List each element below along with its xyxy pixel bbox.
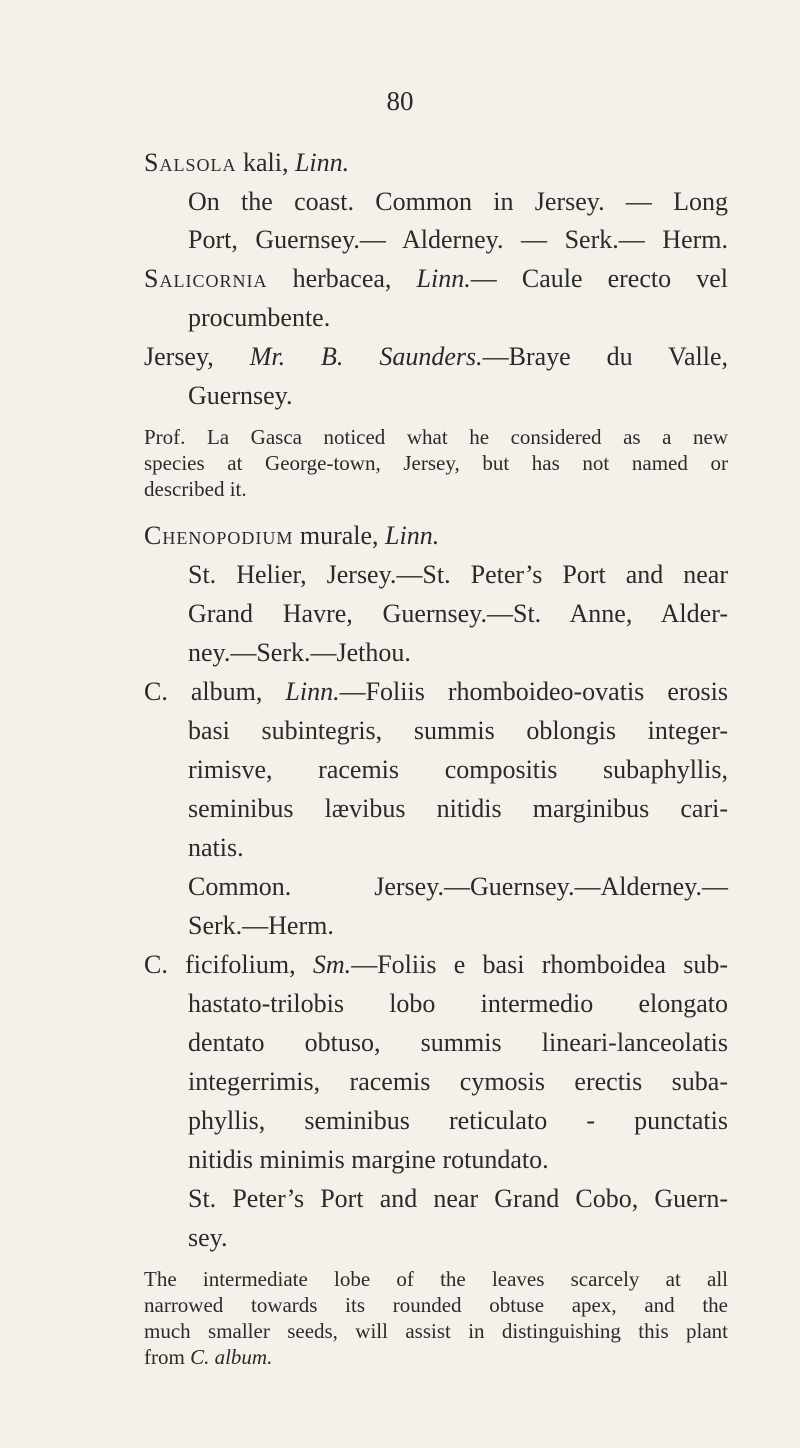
text-segment: Jersey, xyxy=(144,342,250,371)
text-segment: basi subintegris, summis oblongis integer- xyxy=(188,716,728,745)
text-segment: procumbente. xyxy=(188,303,331,332)
text-segment: rimisve, racemis compositis subaphyllis, xyxy=(188,755,728,784)
genus-name: Chenopodium xyxy=(144,521,294,550)
text-line xyxy=(144,450,728,476)
text-line xyxy=(188,1182,728,1216)
italic-text: Linn. xyxy=(416,264,471,293)
text-line xyxy=(188,1065,728,1099)
text-segment: Serk.—Herm. xyxy=(188,911,334,940)
text-line xyxy=(144,476,247,502)
text-line xyxy=(188,753,728,787)
italic-text: Linn. xyxy=(385,521,440,550)
text-line xyxy=(144,340,728,374)
text-segment: C. ficifolium, xyxy=(144,950,313,979)
text-segment: On the coast. Common in Jersey. — Long xyxy=(188,187,728,216)
text-segment: Prof. La Gasca noticed what he considered as a new xyxy=(144,425,728,449)
text-segment: Port, Guernsey.— Alderney. — Serk.— Herm. xyxy=(188,225,728,254)
text-segment: murale, xyxy=(293,521,386,550)
text-segment: dentato obtuso, summis lineari-lanceolatis xyxy=(188,1028,728,1057)
text-segment: St. Peter’s Port and near Grand Cobo, Guern- xyxy=(188,1184,728,1213)
text-line xyxy=(188,987,728,1021)
text-line xyxy=(188,558,728,592)
text-line xyxy=(144,519,439,553)
text-segment: seminibus lævibus nitidis marginibus cari- xyxy=(188,794,728,823)
text-segment: hastato-trilobis lobo intermedio elongato xyxy=(188,989,728,1018)
italic-text: Sm. xyxy=(312,950,352,979)
text-line xyxy=(144,424,728,450)
text-segment: integerrimis, racemis cymosis erectis suba- xyxy=(188,1067,728,1096)
text-line xyxy=(144,1266,728,1292)
text-segment: Guernsey. xyxy=(188,381,293,410)
text-segment: The intermediate lobe of the leaves scarcely at all xyxy=(144,1267,728,1291)
text-line xyxy=(188,870,728,904)
text-segment: kali, xyxy=(236,148,295,177)
text-line xyxy=(144,1292,728,1318)
text-line xyxy=(188,1221,227,1255)
text-line xyxy=(144,1344,272,1370)
text-line xyxy=(144,146,349,180)
text-segment: —Foliis rhomboideo-ovatis erosis xyxy=(339,677,728,706)
text-line xyxy=(144,262,728,296)
text-line xyxy=(144,675,728,709)
text-line xyxy=(188,301,330,335)
text-line xyxy=(188,1143,549,1177)
text-line xyxy=(188,1104,728,1138)
text-line xyxy=(188,185,728,219)
text-segment: herbacea, xyxy=(267,264,417,293)
genus-name: Salsola xyxy=(144,148,237,177)
text-segment: C. album, xyxy=(144,677,286,706)
italic-text: Linn. xyxy=(294,148,350,177)
page-number: 80 xyxy=(386,86,414,116)
text-line xyxy=(144,1318,728,1344)
text-segment: —Braye du Valle, xyxy=(482,342,728,371)
text-line xyxy=(188,714,728,748)
text-line xyxy=(188,792,728,826)
text-segment: ney.—Serk.—Jethou. xyxy=(188,638,411,667)
text-line xyxy=(188,597,728,631)
text-segment: —Foliis e basi rhomboidea sub- xyxy=(351,950,728,979)
text-segment: St. Helier, Jersey.—St. Peter’s Port and near xyxy=(188,560,728,589)
text-segment: Common. Jersey.—Guernsey.—Alderney.— xyxy=(188,872,728,901)
text-segment: species at George-town, Jersey, but has not named or xyxy=(144,451,728,475)
genus-name: Salicornia xyxy=(144,264,268,293)
text-segment: phyllis, seminibus reticulato - punctatis xyxy=(188,1106,728,1135)
text-line xyxy=(188,909,334,943)
italic-text: Mr. B. Saunders. xyxy=(249,342,483,371)
text-line xyxy=(188,223,728,257)
text-line xyxy=(188,379,292,413)
text-segment: described it. xyxy=(144,477,247,501)
text-segment: narrowed towards its rounded obtuse apex, and the xyxy=(144,1293,728,1317)
text-line xyxy=(188,1026,728,1060)
italic-text: C. album. xyxy=(190,1345,273,1369)
text-segment: from xyxy=(144,1345,191,1369)
text-line xyxy=(188,636,411,670)
text-segment: — Caule erecto vel xyxy=(470,264,728,293)
text-segment: nitidis minimis margine rotundato. xyxy=(188,1145,549,1174)
text-line xyxy=(188,831,244,865)
text-segment: Grand Havre, Guernsey.—St. Anne, Alder- xyxy=(188,599,728,628)
italic-text: Linn. xyxy=(285,677,340,706)
text-segment: much smaller seeds, will assist in distinguishing this plant xyxy=(144,1319,728,1343)
text-line xyxy=(144,948,728,982)
text-segment: natis. xyxy=(188,833,244,862)
text-segment: sey. xyxy=(188,1223,228,1252)
